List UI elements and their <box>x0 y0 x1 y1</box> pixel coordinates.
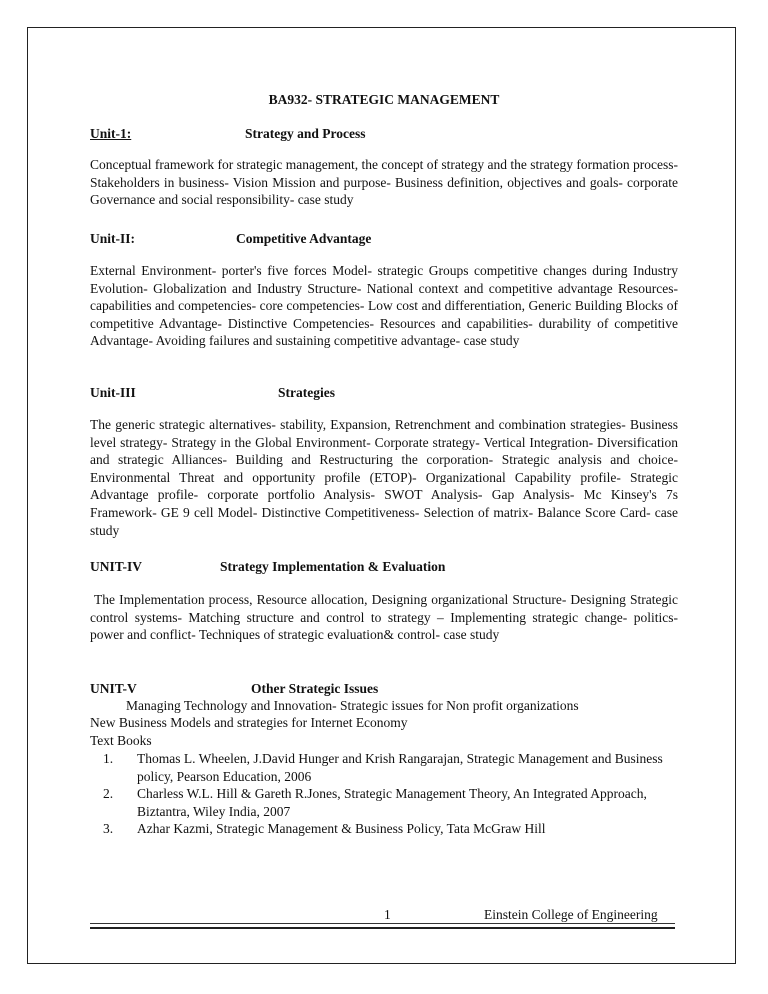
footer-page-number: 1 <box>384 907 391 922</box>
unit-3-heading: Strategies <box>278 385 335 400</box>
textbook-item <box>90 750 680 785</box>
textbook-item <box>90 785 680 820</box>
list-number: 3. <box>103 821 114 837</box>
list-number: 1. <box>103 751 114 766</box>
document-title: BA932- STRATEGIC MANAGEMENT <box>268 92 500 107</box>
textbook-list <box>90 750 680 838</box>
unit-2-body: External Environment- porter's five forces Model- strategic Groups competitive changes during Industry Evolution- Globalization and Industry Structure- National context and competitive advantage Resources- capabilities and competencies- core competencies- Low cost and differentiation, Generic Building Blocks of competitive Advantage- Distinctive Competencies- Resources and capabilities- durability of competitive Advantage- Avoiding failures and sustaining competitive advantage- case study <box>90 263 678 349</box>
textbook-text: Charless W.L. Hill & Gareth R.Jones, Strategic Management Theory, An Integrated Approach, Biztantra, Wiley India, 2007 <box>137 786 647 819</box>
unit-5-line-2: New Business Models and strategies for Internet Economy <box>90 715 408 730</box>
footer-rule-thin <box>90 923 675 924</box>
textbooks-heading: Text Books <box>90 733 152 748</box>
unit-4-heading: Strategy Implementation & Evaluation <box>220 559 446 574</box>
footer-rule-thick <box>90 927 675 929</box>
textbook-text: Thomas L. Wheelen, J.David Hunger and Krish Rangarajan, Strategic Management and Business policy, Pearson Education, 2006 <box>137 751 663 784</box>
unit-5-label: UNIT-V <box>90 681 137 696</box>
footer-college-name: Einstein College of Engineering <box>484 907 658 922</box>
unit-4-label: UNIT-IV <box>90 559 143 574</box>
unit-1-label: Unit-1: <box>90 126 132 141</box>
unit-5-heading: Other Strategic Issues <box>251 681 379 696</box>
textbook-text: Azhar Kazmi, Strategic Management & Business Policy, Tata McGraw Hill <box>137 821 546 837</box>
unit-3-body: The generic strategic alternatives- stability, Expansion, Retrenchment and combination strategies- Business level strategy- Strategy in the Global Environment- Corporate strategy- Vertical Integration- Diversification and strategic Alliances- Building and Restructuring the corporation- Strategic analysis and choice- Environmental Threat and opportunity profile (ETOP)- Organizational Capability profile- Strategic Advantage profile- corporate portfolio Analysis- SWOT Analysis- Gap Analysis- Mc Kinsey's 7s Framework- GE 9 cell Model- Distinctive Competitiveness- Selection of matrix- Balance Score Card- case study <box>90 417 678 538</box>
unit-3-label: Unit-III <box>90 385 136 400</box>
unit-5-line-1: Managing Technology and Innovation- Strategic issues for Non profit organizations <box>126 698 579 713</box>
list-number: 2. <box>103 786 114 802</box>
unit-1-body: Conceptual framework for strategic management, the concept of strategy and the strategy formation process- Stakeholders in business- Vision Mission and purpose- Business definition, objectives and goals- corporate Governance and social responsibility- case study <box>90 157 678 208</box>
unit-4-body: The Implementation process, Resource allocation, Designing organizational Structure- Designing Strategic control systems- Matching structure and control to strategy – Implementing strategic change- politics- power and conflict- Techniques of strategic evaluation& control- case study <box>90 592 678 643</box>
unit-1-heading: Strategy and Process <box>245 126 366 141</box>
textbook-item <box>90 820 680 838</box>
unit-2-heading: Competitive Advantage <box>236 231 372 246</box>
unit-2-label: Unit-II: <box>90 231 136 246</box>
